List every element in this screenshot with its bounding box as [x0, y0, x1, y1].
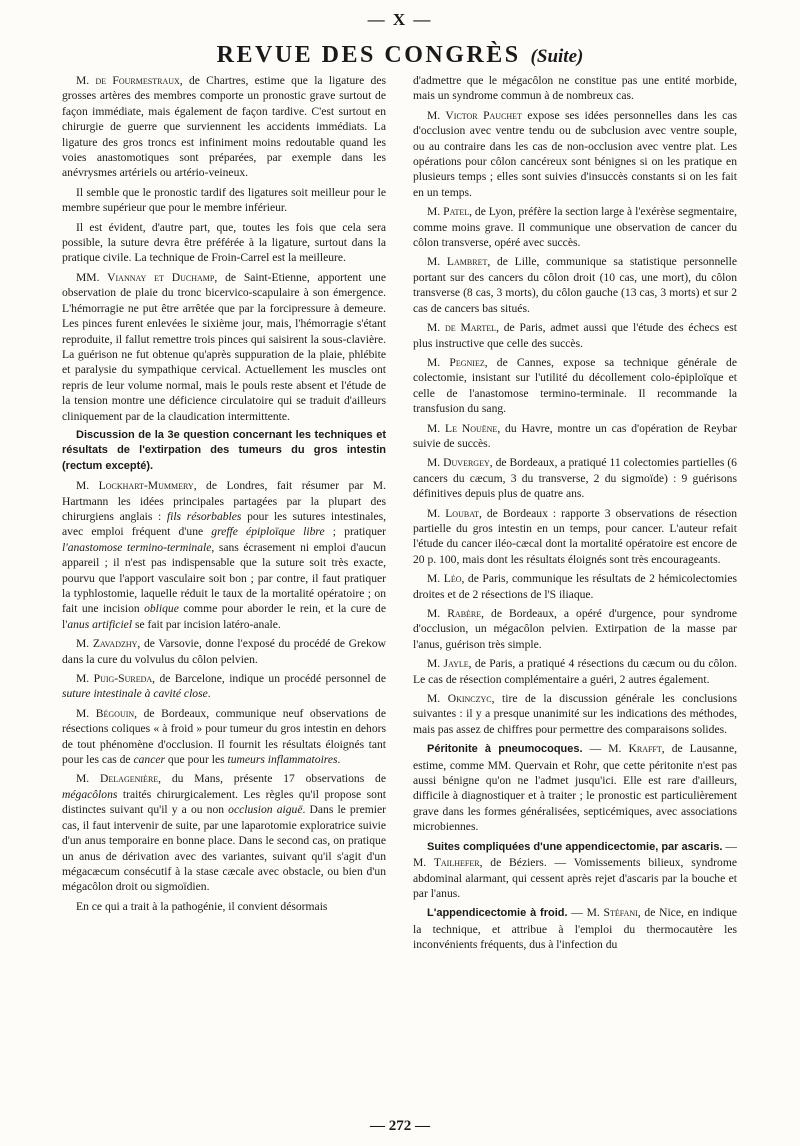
paragraph: M. de Fourmestraux, de Chartres, estime que la ligature des grosses artères des membres comporte un pronostic grave surtout de façon immédiate, mais également de façon tardive. C'est surtout en chirurgie de guerre que surviennent les accidents immédiats. La ligature des gros troncs est infiniment moins redoutable quand les voies anastomotiques sont préparées, par exemple dans les anévrysmes artériels ou artério-veineux. — [62, 74, 386, 180]
paragraph: M. Pegniez, de Cannes, expose sa technique générale de colectomie, insistant sur l'utilité du décollement colo-épiploïque et celle de l'anastomose termino-terminale. Il recommande la transfusion du sang. — [413, 355, 737, 416]
paragraph: M. Victor Pauchet expose ses idées personnelles dans les cas d'occlusion avec ventre tendu ou de subclusion avec ventre souple, ou au contraire dans les cas de non-occlusion avec ventre plat. Les opérations pour côlon cancéreux sont bénignes si on les pratique en plusieurs temps ; elles sont suivies d'insuccès constants si on les fait en un temps. — [413, 108, 737, 199]
paragraph: M. Okinczyc, tire de la discussion générale les conclusions suivantes : il y a presque unanimité sur les indications des méthodes, mais pas assez de chiffres pour permettre des comparaisons solides. — [413, 692, 737, 736]
paragraph: M. Puig-Sureda, de Barcelone, indique un procédé personnel de suture intestinale à cavité close. — [62, 672, 386, 701]
journal-title: REVUE DES CONGRÈS — [216, 42, 521, 68]
paragraph: M. Delagenière, du Mans, présente 17 observations de mégacôlons traités chirurgicalement. Les règles qu'il propose sont distinctes suivant qu'il y a ou non occlusion aiguë. Dans le premier cas, il faut intervenir de suite, par une laparotomie exploratrice suivie d'un anus temporaire en bonne place. Dans le second cas, on pratique un anus de dérivation avec des variantes, suivant qu'il s'agit d'un mégacæcum consécutif à la stase cæcale avec obstacle, ou bien d'un mégacôlon droit ou sigmoïdien. — [62, 772, 386, 894]
right-column — [413, 73, 737, 957]
paragraph: M. Jayle, de Paris, a pratiqué 4 résections du cæcum ou du côlon. Le cas de résection complémentaire a guéri, 2 autres également. — [413, 657, 738, 686]
paragraph: M. Léo, de Paris, communique les résultats de 2 hémicolectomies droites et de 2 résections de l'S iliaque. — [413, 572, 737, 601]
page-title — [0, 42, 800, 69]
left-column — [62, 73, 386, 918]
paragraph: Suites compliquées d'une appendicectomie, par ascaris. — M. Tailhefer, de Béziers. — Vomissements bilieux, syndrome abdominal alarmant, qui cessent après rejet d'ascaris par la bouche et par l'anus. — [413, 839, 738, 900]
page-section-mark: — X — — [367, 10, 433, 29]
paragraph: Il est évident, d'autre part, que, toutes les fois que cela sera possible, la suture devra être préférée à la ligature, surtout dans la pratique civile. La technique de Froin-Carrel est la meilleure. — [62, 220, 386, 265]
paragraph: M. Lockhart-Mummery, de Londres, fait résumer par M. Hartmann les idées principales partagées par la plupart des chirurgiens anglais : fils résorbables pour les sutures intestinales, avec emploi fréquent d'une greffe épiploïque libre ; pratiquer l'anastomose termino-terminale, sans écrasement ni emploi d'aucun appareil ; il n'est pas indispensable que la suture soit très exacte, pourvu que l'apport vasculaire soit bon ; par contre, il faut pratiquer la typhlostomie, laquelle réduit le taux de la mortalité opératoire ; on fait une incision oblique comme pour aborder le rein, et la cure de l'anus artificiel se fait par incision latéro-anale. — [62, 479, 387, 631]
section-heading: L'appendicectomie à froid. — [427, 907, 568, 920]
title-suffix: (Suite) — [530, 46, 584, 67]
paragraph: M. Patel, de Lyon, préfère la section large à l'exérèse segmentaire, comme moins grave. Il communique une observation de cancer du côlon transverse, opéré avec succès. — [413, 205, 737, 250]
section-heading: Suites compliquées d'une appendicectomie, par ascaris. — [427, 840, 723, 853]
paragraph: Péritonite à pneumocoques. — M. Krafft, de Lausanne, estime, comme MM. Quervain et Rohr, que cette péritonite n'est pas aussi bénigne qu'on ne l'admet jusqu'ici. Elle est rare d'ailleurs, difficile à diagnostiquer et à traiter ; le pronostic est particulièrement grave dans les formes généralisées, septicémiques, avec associations microbiennes. — [413, 742, 737, 834]
paragraph: M. Rabère, de Bordeaux, a opéré d'urgence, pour syndrome d'occlusion, un mégacôlon pelvien. Extirpation de la masse par l'anus, guérison très simple. — [413, 607, 738, 651]
paragraph: Il semble que le pronostic tardif des ligatures soit meilleur pour le membre supérieur que pour le membre inférieur. — [62, 185, 386, 215]
paragraph: M. Le Nouëne, du Havre, montre un cas d'opération de Reybar suivie de succès. — [413, 421, 738, 450]
section-heading: Péritonite à pneumocoques. — [427, 743, 583, 756]
paragraph: MM. Viannay et Duchamp, de Saint-Etienne, apportent une observation de plaie du tronc bicervico-scapulaire à son émergence. L'hémorragie ne put être arrêtée que par la forcipressure à demeure. Les pinces furent enlevées le sixième jour, mais, l'hémorragie s'étant reproduite, il fallut remettre trois pinces qui saisirent la sous-clavière. La guérison ne fut obtenue qu'après suppuration de la plaie, phlébite et paralysie du sympathique cervical. Actuellement les muscles ont repris de leur volume normal, mais le pouls reste absent et l'étude de la tension montre une déficience circulatoire qui se traduit d'ailleurs cliniquement par de la claudication intermittente. — [62, 270, 386, 423]
page-number: — 272 — — [370, 1118, 430, 1134]
paragraph: M. de Martel, de Paris, admet aussi que l'étude des échecs est plus instructive que celle des succès. — [413, 321, 737, 350]
paragraph: En ce qui a trait à la pathogénie, il convient désormais — [76, 899, 328, 913]
paragraph: L'appendicectomie à froid. — M. Stéfani, de Nice, en indique la technique, et attribue à l'emploi du thermocautère les inconvénients fréquents, dus à l'infection du — [413, 906, 738, 952]
paragraph: d'admettre que le mégacôlon ne constitue pas une entité morbide, mais un syndrome commun à de nombreux cas. — [413, 74, 737, 103]
paragraph: M. Zavadzhy, de Varsovie, donne l'exposé du procédé de Grekow dans la cure du volvulus du côlon pelvien. — [62, 637, 386, 666]
paragraph: M. Lambret, de Lille, communique sa statistique personnelle portant sur des cancers du côlon droit (10 cas, une mort), du côlon transverse (8 cas, 3 morts), du côlon gauche (13 cas, 3 morts) et sur 2 cas de cancers bas situés. — [413, 255, 737, 315]
section-heading: Discussion de la 3e question concernant les techniques et résultats de l'extirpation des tumeurs du gros intestin (rectum excepté). — [62, 428, 386, 472]
paragraph: M. Duvergey, de Bordeaux, a pratiqué 11 colectomies partielles (6 cancers du cæcum, 3 du transverse, 2 du sigmoïde) : 9 guérisons définitives depuis plus de quatre ans. — [413, 456, 737, 501]
paragraph: M. Bégouin, de Bordeaux, communique neuf observations de résections coliques « à froid » pour tumeur du gros intestin en dehors de tout phénomène d'occlusion. Il fournit les résultats éloignés tant pour les cas de cancer que pour les tumeurs inflammatoires. — [62, 706, 387, 767]
paragraph: M. Loubat, de Bordeaux : rapporte 3 observations de résection partielle du gros intestin en un temps, pour cancer. L'auteur refait l'étude du cancer iléo-cæcal dont la mortalité opératoire est encore de 20 p. 100, mais dont les résultats éloignés sont très encourageants. — [413, 506, 737, 566]
